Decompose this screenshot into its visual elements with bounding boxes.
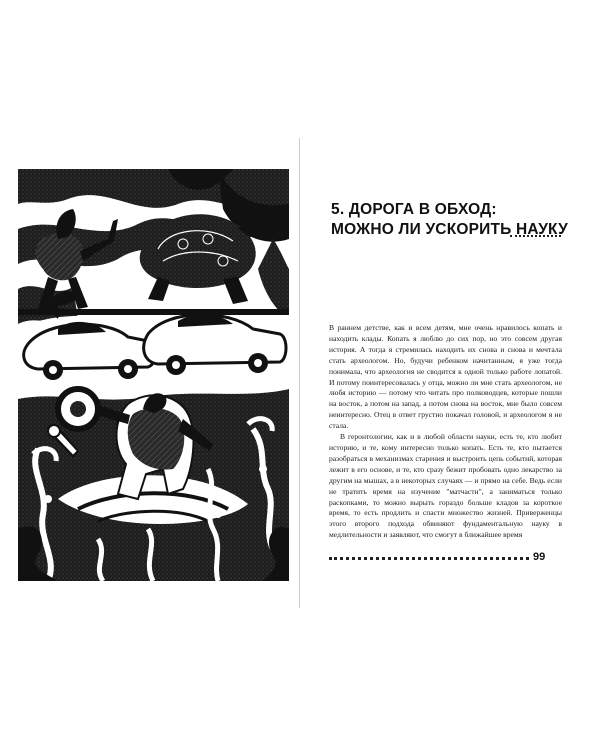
chapter-illustration: [18, 169, 289, 581]
title-dotted-rule: [510, 235, 561, 237]
chapter-title: [331, 200, 571, 240]
chapter-title-line-1: 5. ДОРОГА В ОБХОД:: [331, 201, 497, 218]
chapter-title-line-2: МОЖНО ЛИ УСКОРИТЬ НАУКУ: [331, 221, 568, 238]
page-number: 99: [533, 551, 546, 563]
page-gutter: [299, 138, 300, 608]
paragraph: В раннем детстве, как и всем детям, мне очень нравилось копать и находить клады. Копать я люблю до сих пор, но это совсем другая история. А тогда я стремилась находить их снова и снова и мечтала стать археологом. Но, будучи ребенком начитанным, я уже тогда понимала, что археология не сводится к одной только работе лопатой. И потому поинтересовалась у отца, можно ли мне стать археологом, не любя историю — потому что читать про полководцев, которые пошли на восток, а потом на запад, а потом снова на восток, мне было совсем неинтересно. Отец в ответ грустно покачал головой, и археологом я не стала.: [329, 323, 562, 431]
body-text: [329, 323, 562, 541]
paragraph: В геронтологии, как и в любой области науки, есть те, кто любит историю, и те, кому интересно только копать. Есть те, кто пытается разобраться в механизмах старения и выстроить цепь событий, которая лежит в его основе, и те, кто сразу бежит пробовать одно лекарство за другим на мышах, а в некоторых случаях — и прямо на себе. Ведь если не тратить время на изучение "матчасти", а заниматься только раскопками, то можно вырыть гораздо больше кладов за короткое время, то есть продлить и спасти множество жизней. Приверженцы этого второго подхода обвиняют фундаментальную науку в медлительности и заявляют, что смогут в ближайшее время: [329, 432, 562, 540]
footer-dotted-rule: [329, 557, 529, 560]
woodcut-illustration: [18, 169, 289, 581]
